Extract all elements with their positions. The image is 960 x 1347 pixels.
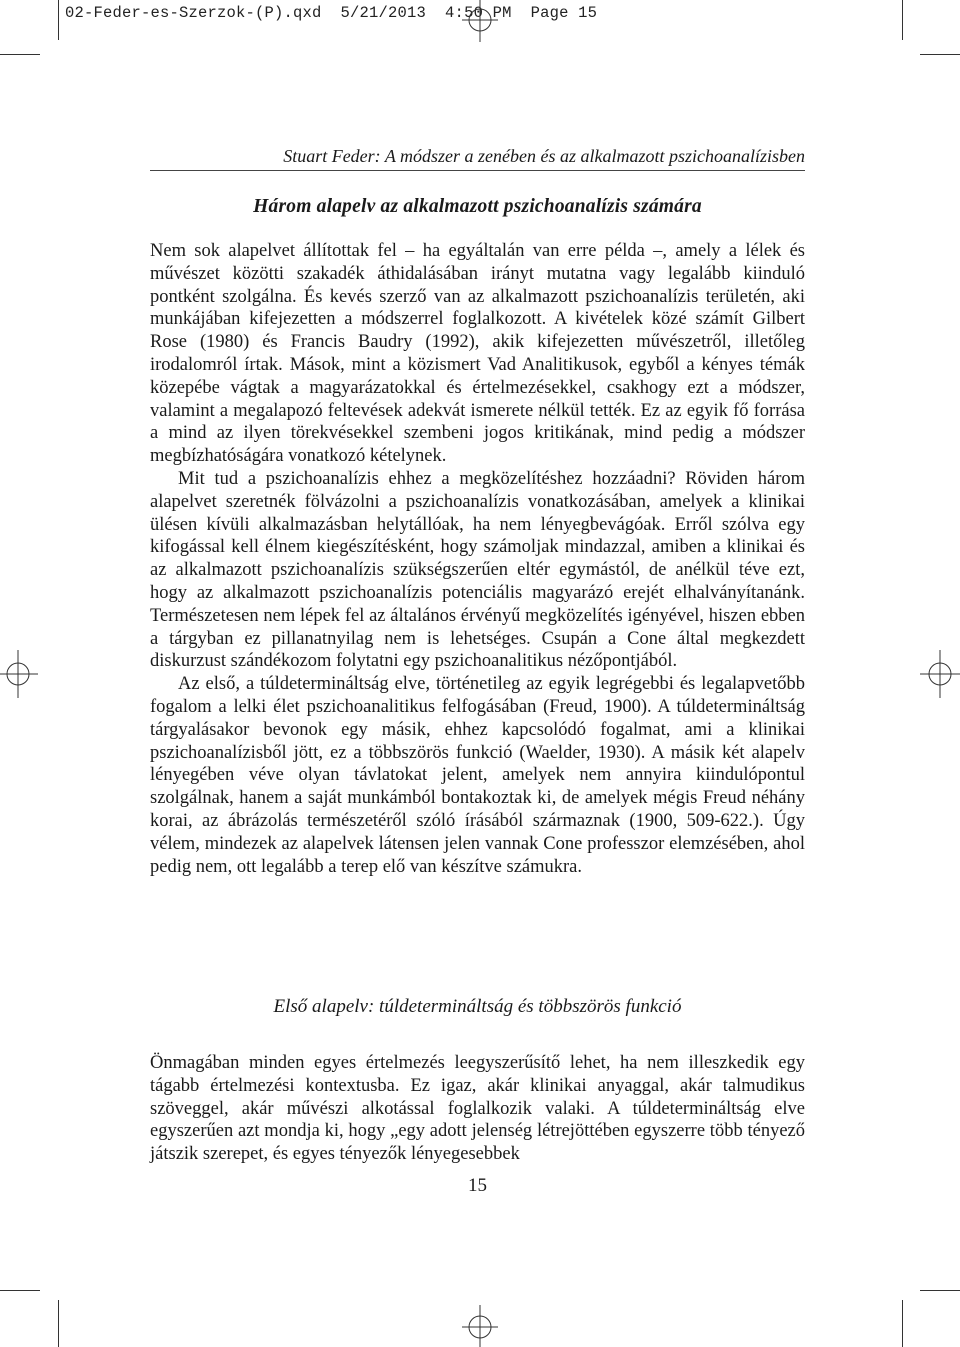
slug-line: 02-Feder-es-Szerzok-(P).qxd 5/21/2013 4:50 PM Page 15 (65, 4, 598, 22)
paragraph-4: Önmagában minden egyes értelmezés leegyszerűsítő lehet, ha nem illeszkedik egy tágabb értelmezési kontextusba. Ez igaz, akár klinikai anyaggal, akár talmudikus szöveggel, akár művészi alkotással foglalkozik valaki. A túldetermináltság elve egyszerűen azt mondja ki, hogy „egy adott jelenség létrejöttében egyszerre több tényező játszik szerepet, és egyes tényezők lényegesebbek (150, 1053, 805, 1165)
page-number: 15 (468, 1175, 487, 1196)
section-title: Három alapelv az alkalmazott pszichoanalízis számára (253, 196, 702, 217)
body-text-2 (150, 1052, 805, 1166)
crop-mark-bottom-right-h (920, 1290, 960, 1291)
crop-mark-bottom-left-h (0, 1290, 40, 1291)
crop-mark-bottom-left-v (58, 1300, 59, 1347)
registration-mark-left-icon (0, 650, 40, 698)
crop-mark-top-right-v (902, 0, 903, 40)
crop-mark-top-left-h (0, 54, 40, 55)
body-text (150, 240, 805, 878)
paragraph-2: Mit tud a pszichoanalízis ehhez a megközelítéshez hozzáadni? Röviden három alapelvet szeretnék fölvázolni a pszichoanalízis vonatkozásában, amelyek a klinikai ülésen kívüli alkalmazásban helytállóak, ha nem lényegbevágóak. Erről szólva egy kifogással kell élnem kiegészítésként, hogy számoljak mindazzal, amiben a klinikai és az alkalmazott pszichoanalízis szükségszerűen eltér egymástól, de anélkül téve ezt, hogy az alkalmazott pszichoanalízis potenciális magyarázó erejét elhalványítanánk. Természetesen nem lépek fel az általános érvényű megközelítés igényével, hiszen ebben a tárgyban ez pillanatnyilag nem is lehetséges. Csupán a Cone által megkezdett diskurzust szándékozom folytatni egy pszichoanalitikus nézőpontjából. (150, 468, 805, 672)
registration-mark-top-icon (460, 0, 500, 42)
registration-mark-bottom-icon (460, 1305, 500, 1347)
paragraph-3: Az első, a túldetermináltság elve, történetileg az egyik legrégebbi és legalapvetőbb fogalom a lelki élet pszichoanalitikus felfogásában (Freud, 1900). A túldetermináltság tárgyalásakor bevonok egy másik, ehhez kapcsolódó fogalmat, ami a klinikai pszichoanalízisből jött, ez a többszörös funkció (Waelder, 1930). A másik két alapelv lényegében véve olyan távlatokat jelent, amelyek nem annyira kiindulópontul szolgálnak, hanem a saját munkámból bontakoztak ki, de amelyek mégis Freud néhány korai, az ábrázolás természetéről szóló írásából származnak (1900, 509-622.). Úgy vélem, mindezek az alapelvek látensen jelen vannak Cone professzor elemzésében, ahol pedig nem, ott legalább a terep elő van készítve számukra. (150, 674, 805, 877)
subheading: Első alapelv: túldetermináltság és többszörös funkció (273, 996, 682, 1017)
crop-mark-top-right-h (920, 54, 960, 55)
running-head: Stuart Feder: A módszer a zenében és az alkalmazott pszichoanalízisben (150, 144, 805, 171)
crop-mark-bottom-right-v (902, 1300, 903, 1347)
paragraph-1: Nem sok alapelvet állítottak fel – ha egyáltalán van erre példa –, amely a lélek és művészet közötti szakadék áthidalásában irányt mutatna vagy legalább kiinduló pontként szolgálna. És kevés szerző van az alkalmazott pszichoanalízis területén, aki munkájában kifejezetten a módszerrel foglalkozott. A kivételek közé számít Gilbert Rose (1980) és Francis Baudry (1992), akik kifejezetten művészetről, illetőleg irodalomról írtak. Mások, mint a közismert Vad Analitikusok, egyből a kényes témák közepébe vágtak a magyarázatokkal és értelmezésekkel, csakhogy ezt a módszer, valamint a megalapozó feltevések adekvát ismerete nélkül tették. Ez az egyik fő forrása a mind az ilyen törekvésekkel szembeni jogos kritikának, mind pedig a módszer megbízhatóságára vonatkozó kételynek. (150, 241, 805, 467)
registration-mark-right-icon (918, 650, 960, 698)
crop-mark-top-left-v (58, 0, 59, 40)
